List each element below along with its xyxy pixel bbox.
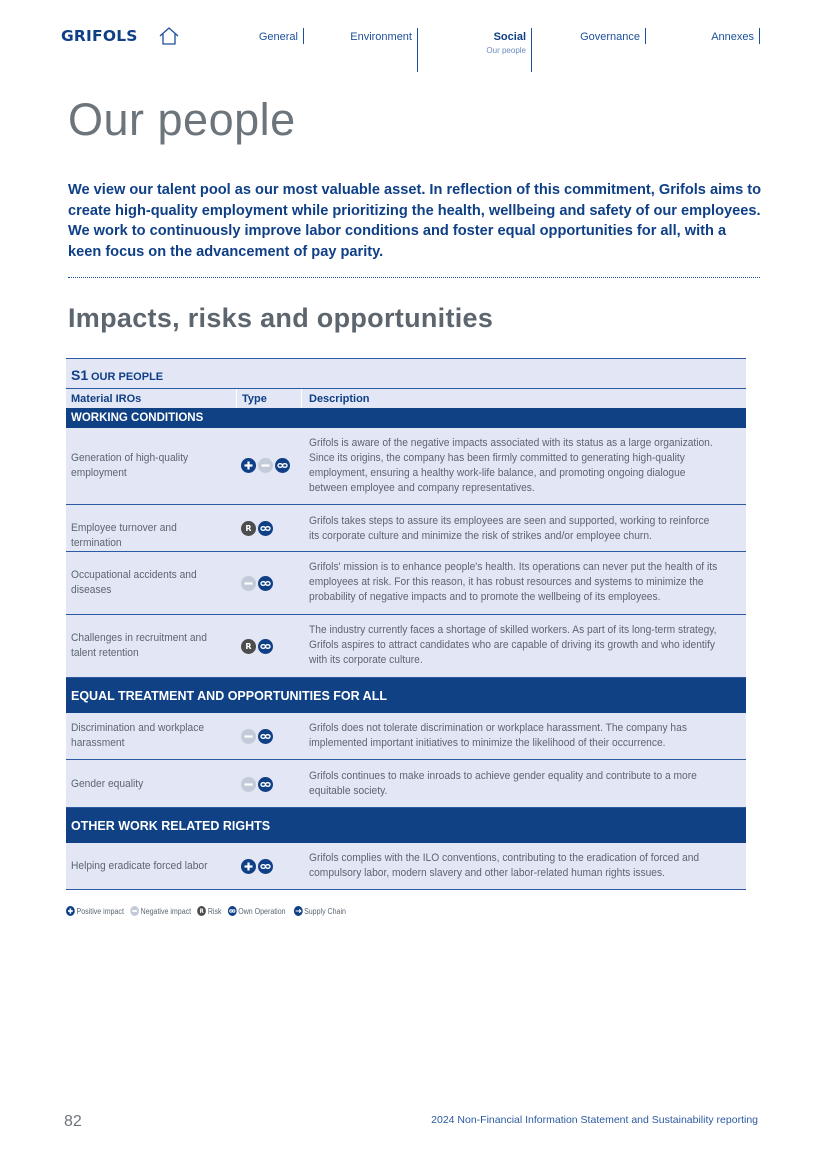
nav-divider bbox=[303, 28, 304, 44]
iro-description: Grifols does not tolerate discrimination or workplace harassment. The company has implemented important initiatives to minimize the likelihood of their occurrence. bbox=[309, 722, 687, 749]
positive-impact-icon bbox=[66, 906, 75, 916]
category-working-conditions bbox=[66, 408, 746, 428]
category-other-work-rights bbox=[66, 808, 746, 843]
legend-own-operation: Own Operation bbox=[238, 906, 286, 916]
nav-governance[interactable]: Governance bbox=[580, 31, 640, 43]
iro-type-icons bbox=[241, 859, 273, 874]
iro-name: Occupational accidents and diseases bbox=[71, 569, 197, 596]
page-title: Our people bbox=[68, 94, 296, 145]
table-heading bbox=[66, 359, 746, 389]
iro-name: Helping eradicate forced labor bbox=[71, 860, 208, 872]
negative-impact-icon bbox=[241, 777, 256, 792]
iro-type-icons bbox=[241, 576, 273, 591]
negative-impact-icon bbox=[241, 729, 256, 744]
nav-social[interactable] bbox=[486, 31, 526, 55]
home-icon[interactable] bbox=[158, 25, 180, 47]
col-type: Type bbox=[242, 393, 267, 405]
iro-description: Grifols is aware of the negative impacts associated with its status as a large organization. Since its origins, the company has been firmly committed to generating high-quality employment, ensuring a healthy work-life balance, and promoting ongoing dialogue between employee and company representatives. bbox=[309, 437, 713, 494]
risk-icon: R bbox=[241, 521, 256, 536]
iro-type-icons bbox=[241, 458, 290, 473]
own-operation-icon bbox=[258, 859, 273, 874]
iro-description: Grifols takes steps to assure its employees are seen and supported, working to reinforce its corporate culture and minimize the risk of strikes and/or employee churn. bbox=[309, 515, 710, 542]
iro-type-icons bbox=[241, 639, 273, 654]
column-divider bbox=[301, 389, 302, 408]
nav-environment[interactable]: Environment bbox=[350, 31, 412, 43]
iro-name: Discrimination and workplace harassment bbox=[71, 722, 205, 749]
table-column-headers bbox=[66, 389, 746, 408]
supply-chain-icon bbox=[294, 906, 303, 916]
page-number: 82 bbox=[64, 1113, 82, 1130]
category-label: WORKING CONDITIONS bbox=[71, 412, 204, 424]
grifols-logo[interactable]: GRIFOLS bbox=[61, 27, 138, 45]
dotted-divider bbox=[68, 277, 760, 278]
iro-name: Gender equality bbox=[71, 778, 144, 790]
table-row bbox=[66, 505, 746, 552]
icon-legend bbox=[66, 906, 352, 916]
negative-impact-icon bbox=[130, 906, 139, 916]
nav-divider bbox=[417, 28, 418, 72]
table-row bbox=[66, 552, 746, 615]
column-divider bbox=[236, 389, 237, 408]
nav-general[interactable]: General bbox=[258, 31, 298, 43]
iro-description: Grifols complies with the ILO conventions, contributing to the eradication of forced and compulsory labor, modern slavery and other labor-related human rights issues. bbox=[309, 852, 700, 879]
nav-social-label: Social bbox=[493, 31, 526, 43]
own-operation-icon bbox=[258, 729, 273, 744]
lead-paragraph: We view our talent pool as our most valuable asset. In reflection of this commitment, Grifols aims to create high-quality employment while prioritizing the health, wellbeing and safety of our employees. We work to continuously improve labor conditions and foster equal opportunities for all, with a keen focus on the advancement of pay parity. bbox=[68, 182, 762, 260]
standard-topic: OUR PEOPLE bbox=[91, 371, 164, 383]
iro-type-icons bbox=[241, 777, 273, 792]
legend-risk: Risk bbox=[207, 906, 222, 916]
iro-description: Grifols continues to make inroads to achieve gender equality and contribute to a more equitable society. bbox=[309, 770, 697, 797]
footer-report-title: 2024 Non-Financial Information Statement and Sustainability reporting bbox=[431, 1114, 758, 1126]
iro-description: Grifols' mission is to enhance people's health. Its operations can never put the health of its employees at risk. For this reason, it has robust resources and systems to minimize the probability of negative impacts and to promote the wellbeing of its employees. bbox=[309, 561, 718, 603]
iro-type-icons bbox=[241, 729, 273, 744]
risk-icon: R bbox=[241, 639, 256, 654]
nav-annexes[interactable]: Annexes bbox=[711, 31, 754, 43]
own-operation-icon bbox=[258, 576, 273, 591]
nav-divider bbox=[645, 28, 646, 44]
table-row bbox=[66, 713, 746, 760]
category-label: OTHER WORK RELATED RIGHTS bbox=[71, 819, 271, 833]
iro-description: The industry currently faces a shortage of skilled workers. As part of its long-term strategy, Grifols aspires to attract candidates who are capable of driving its growth and who identify with its corporate culture. bbox=[309, 624, 717, 666]
own-operation-icon bbox=[258, 777, 273, 792]
col-description: Description bbox=[309, 393, 370, 405]
positive-impact-icon bbox=[241, 458, 256, 473]
legend-supply-chain: Supply Chain bbox=[304, 906, 346, 916]
table-row bbox=[66, 428, 746, 505]
nav-divider bbox=[531, 28, 532, 72]
own-operation-icon bbox=[258, 639, 273, 654]
nav-social-sublabel: Our people bbox=[486, 46, 526, 55]
negative-impact-icon bbox=[258, 458, 273, 473]
category-equal-treatment bbox=[66, 678, 746, 713]
risk-icon: R bbox=[197, 906, 206, 916]
legend-positive: Positive impact bbox=[76, 906, 124, 916]
table-row bbox=[66, 760, 746, 808]
category-label: EQUAL TREATMENT AND OPPORTUNITIES FOR ALL bbox=[71, 689, 387, 703]
own-operation-icon bbox=[228, 906, 237, 916]
own-operation-icon bbox=[258, 521, 273, 536]
iro-name: Challenges in recruitment and talent retention bbox=[71, 632, 207, 659]
table-row bbox=[66, 843, 746, 890]
col-material-iros: Material IROs bbox=[71, 393, 142, 405]
own-operation-icon bbox=[275, 458, 290, 473]
positive-impact-icon bbox=[241, 859, 256, 874]
nav-divider bbox=[759, 28, 760, 44]
negative-impact-icon bbox=[241, 576, 256, 591]
iro-type-icons bbox=[241, 521, 273, 536]
table-row bbox=[66, 615, 746, 678]
iro-name: Generation of high-quality employment bbox=[71, 452, 189, 479]
legend-negative: Negative impact bbox=[140, 906, 192, 916]
standard-code: S1 bbox=[71, 367, 89, 383]
section-title: Impacts, risks and opportunities bbox=[68, 303, 494, 333]
iro-table bbox=[66, 358, 746, 890]
iro-name: Employee turnover and termination bbox=[71, 522, 177, 549]
